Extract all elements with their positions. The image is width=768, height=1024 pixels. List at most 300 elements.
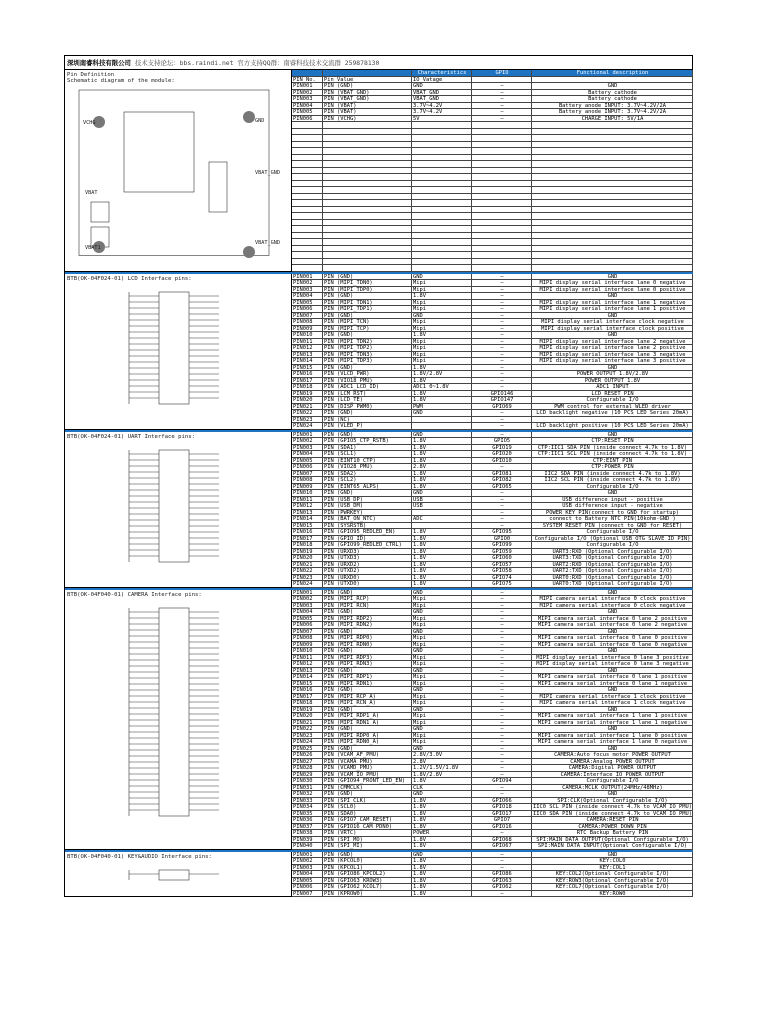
pin-value-cell: PIN (GND): [323, 746, 412, 753]
pin-no-cell: PIN017: [292, 694, 323, 701]
gpio-cell: GPIO58: [472, 568, 532, 575]
pin-no-cell: PIN006: [292, 306, 323, 313]
gpio-cell: –: [472, 752, 532, 759]
io-voltage-cell: 1.8V/2.8V: [412, 371, 472, 378]
pin-no-cell: PIN003: [292, 603, 323, 610]
description-cell: Battery anode INPUT: 3.7V~4.2V/2A: [532, 109, 693, 116]
io-voltage-cell: 1.8V: [412, 878, 472, 885]
pin-value-cell: PIN (VCAMA_PMU): [323, 759, 412, 766]
pin-value-cell: PIN (URXD0): [323, 575, 412, 582]
pin-no-cell: PIN009: [292, 642, 323, 649]
pin-no-cell: PIN008: [292, 477, 323, 484]
pin-value-cell: PIN (MIPI_RDP3): [323, 655, 412, 662]
io-voltage-cell: 1.8V: [412, 536, 472, 543]
description-cell: MIPI camera serial interface 0 lane 0 positive: [532, 635, 693, 642]
io-voltage-cell: GND: [412, 490, 472, 497]
description-cell: MIPI camera serial interface 0 lane 2 negative: [532, 622, 693, 629]
description-cell: MIPI display serial interface 0 lane 3 negative: [532, 661, 693, 668]
gpio-cell: –: [472, 109, 532, 116]
pin-no-cell: PIN013: [292, 510, 323, 517]
pin-no-cell: PIN017: [292, 536, 323, 543]
gpio-cell: –: [472, 852, 532, 859]
description-cell: GND: [532, 432, 693, 439]
gpio-cell: –: [472, 300, 532, 307]
io-voltage-cell: VBAT_GND: [412, 96, 472, 103]
pin-value-cell: PIN (GPIO5_CTP_RSTB): [323, 438, 412, 445]
description-cell: SYSTEM RESET PIN (connect to GND for RESET): [532, 523, 693, 530]
gpio-cell: –: [472, 378, 532, 385]
gpio-cell: [472, 265, 532, 272]
io-voltage-cell: GND: [412, 83, 472, 90]
gpio-cell: –: [472, 423, 532, 430]
module-label-vbat1: VBAT1: [85, 245, 101, 251]
io-voltage-cell: Mipi: [412, 300, 472, 307]
pin-value-cell: PIN (BAT_ON_NTC): [323, 516, 412, 523]
pin-value-cell: PIN (GND): [323, 83, 412, 90]
description-cell: PWM control for external WLED driver: [532, 404, 693, 411]
description-cell: LCD backlight positive (10 PCS LED Series 20mA): [532, 423, 693, 430]
pin-no-cell: PIN002: [292, 596, 323, 603]
description-cell: UART0:RXD (Optional Configurable I/O): [532, 575, 693, 582]
gpio-cell: –: [472, 616, 532, 623]
io-voltage-cell: 1.8V: [412, 891, 472, 898]
pin-value-cell: PIN (EINT10_CTP): [323, 458, 412, 465]
gpio-cell: –: [472, 358, 532, 365]
pin-no-cell: PIN028: [292, 765, 323, 772]
description-cell: SPI:MAIN DATA INPUT(Optional Configurable I/O): [532, 843, 693, 850]
pin-no-cell: PIN005: [292, 616, 323, 623]
io-voltage-cell: CLK: [412, 785, 472, 792]
pin-value-cell: PIN (LCD_TE): [323, 397, 412, 404]
gpio-cell: GPIO5: [472, 438, 532, 445]
io-voltage-cell: GND: [412, 668, 472, 675]
pin-no-cell: PIN002: [292, 858, 323, 865]
description-cell: UART2:RXD (Optional Configurable I/O): [532, 562, 693, 569]
gpio-cell: –: [472, 464, 532, 471]
pin-no-cell: PIN004: [292, 293, 323, 300]
gpio-cell: –: [472, 83, 532, 90]
io-voltage-cell: 1.8V: [412, 575, 472, 582]
pin-no-cell: PIN No.: [292, 77, 323, 84]
pin-no-cell: PIN020: [292, 713, 323, 720]
gpio-cell: –: [472, 694, 532, 701]
pin-value-cell: PIN (VBAT_GND): [323, 96, 412, 103]
description-cell: MIPI display serial interface 0 lane 3 positive: [532, 655, 693, 662]
gpio-cell: –: [472, 858, 532, 865]
pin-value-cell: PIN (VBAT): [323, 109, 412, 116]
pin-no-cell: PIN038: [292, 830, 323, 837]
camera-pin-table: [292, 590, 693, 850]
pin-value-cell: PIN (VBAT): [323, 103, 412, 110]
pin-no-cell: PIN004: [292, 871, 323, 878]
pin-no-cell: PIN006: [292, 116, 323, 123]
gpio-cell: –: [472, 596, 532, 603]
pin-no-cell: PIN014: [292, 674, 323, 681]
gpio-cell: –: [472, 332, 532, 339]
pin-no-cell: PIN016: [292, 371, 323, 378]
gpio-cell: –: [472, 510, 532, 517]
gpio-cell: –: [472, 739, 532, 746]
pin-value-cell: PIN (SPI_MI): [323, 843, 412, 850]
pin-no-cell: PIN003: [292, 96, 323, 103]
pin-value-cell: PIN (GND): [323, 332, 412, 339]
description-cell: MIPI camera serial interface 0 lane 1 positive: [532, 674, 693, 681]
uart-schematic: [69, 444, 289, 584]
io-voltage-cell: 3.7V~4.2V: [412, 109, 472, 116]
io-voltage-cell: [412, 265, 472, 272]
description-cell: MIPI camera serial interface 1 lane 1 positive: [532, 713, 693, 720]
gpio-cell: –: [472, 503, 532, 510]
gpio-cell: –: [472, 490, 532, 497]
description-cell: MIPI display serial interface lane 3 positive: [532, 358, 693, 365]
pin-value-cell: PIN (MIPI_TDN1): [323, 300, 412, 307]
pin-value-cell: PIN (MIPI_RCP): [323, 596, 412, 603]
pin-value-cell: PIN (VLED_P): [323, 423, 412, 430]
pin-value-cell: PIN (GPIO94_FRONT_LED_EN): [323, 778, 412, 785]
pin-no-cell: PIN016: [292, 529, 323, 536]
description-cell: KEY:COL2(Optional Configurable I/O): [532, 871, 693, 878]
pin-no-cell: PIN008: [292, 635, 323, 642]
description-cell: MIPI camera serial interface 1 clock negative: [532, 700, 693, 707]
io-voltage-cell: GND: [412, 726, 472, 733]
module-diagram-panel: [65, 70, 292, 272]
pin-no-cell: PIN004: [292, 103, 323, 110]
io-voltage-cell: 2.8V: [412, 759, 472, 766]
pin-no-cell: PIN004: [292, 451, 323, 458]
pin-no-cell: PIN001: [292, 83, 323, 90]
pin-value-cell: PIN (MIPI_RDP1_A): [323, 713, 412, 720]
pin-value-cell: PIN (EINT65_ALPS): [323, 484, 412, 491]
io-voltage-cell: 1.8V: [412, 438, 472, 445]
pin-no-cell: PIN005: [292, 458, 323, 465]
gpio-cell: –: [472, 352, 532, 359]
pin-no-cell: PIN036: [292, 817, 323, 824]
io-voltage-cell: 1.8V: [412, 484, 472, 491]
description-cell: UART2:TXD (Optional Configurable I/O): [532, 568, 693, 575]
description-cell: Battery cathode: [532, 90, 693, 97]
pin-value-cell: PIN (MIPI_RDN3): [323, 661, 412, 668]
gpio-cell: GPIO68: [472, 837, 532, 844]
gpio-cell: –: [472, 765, 532, 772]
io-voltage-cell: 2.8V: [412, 464, 472, 471]
description-cell: MIPI camera serial interface 0 clock positive: [532, 596, 693, 603]
pin-no-cell: PIN002: [292, 280, 323, 287]
pin-value-cell: PIN (MIPI_TDP2): [323, 345, 412, 352]
description-cell: POWER OUTPUT 1.8V: [532, 378, 693, 385]
lcd-schematic: [69, 286, 289, 426]
io-voltage-cell: 1.8V: [412, 451, 472, 458]
module-title: Schematic diagram of the module:: [67, 78, 175, 84]
io-voltage-cell: Mipi: [412, 319, 472, 326]
pin-no-cell: PIN019: [292, 707, 323, 714]
io-voltage-cell: Mipi: [412, 603, 472, 610]
description-cell: GND: [532, 332, 693, 339]
pin-no-cell: PIN037: [292, 824, 323, 831]
pin-no-cell: PIN021: [292, 720, 323, 727]
pin-value-cell: PIN (DISP_PWM0): [323, 404, 412, 411]
pin-value-cell: PIN (MIPI_TCN): [323, 319, 412, 326]
io-voltage-cell: VBAT_GND: [412, 90, 472, 97]
description-cell: UART0:TXD (Optional Configurable I/O): [532, 581, 693, 588]
io-voltage-cell: 1.2V/1.5V/1.8V: [412, 765, 472, 772]
pin-value-cell: PIN (MIPI_RDN0): [323, 642, 412, 649]
description-cell: GND: [532, 293, 693, 300]
description-cell: GND: [532, 648, 693, 655]
description-cell: KEY:COL1: [532, 865, 693, 872]
gpio-cell: –: [472, 865, 532, 872]
description-cell: MIPI display serial interface clock negative: [532, 319, 693, 326]
pin-value-cell: PIN (VBAT_GND): [323, 90, 412, 97]
pin-value-cell: PIN (VCAM_AF_PMU): [323, 752, 412, 759]
pin-value-cell: PIN (GPIO7_CAM_RESET): [323, 817, 412, 824]
io-voltage-cell: 2.8V/3.0V: [412, 752, 472, 759]
pin-no-cell: PIN040: [292, 843, 323, 850]
io-voltage-cell: ADC1 0~1.8V: [412, 384, 472, 391]
gpio-cell: GPIO66: [472, 798, 532, 805]
gpio-cell: GPIO95: [472, 529, 532, 536]
pin-value-cell: PIN (MIPI_RCN_A): [323, 700, 412, 707]
io-voltage-cell: GND: [412, 432, 472, 439]
description-cell: CAMERA:RESET PIN: [532, 817, 693, 824]
pin-value-cell: PIN (MIPI_TDP3): [323, 358, 412, 365]
gpio-cell: –: [472, 603, 532, 610]
gpio-cell: –: [472, 609, 532, 616]
pin-value-cell: PIN (GND): [323, 852, 412, 859]
pin-no-cell: PIN002: [292, 438, 323, 445]
io-voltage-cell: 1.8V: [412, 871, 472, 878]
pin-value-cell: PIN (URXD2): [323, 562, 412, 569]
pin-value-cell: PIN (VLCD_PWR): [323, 371, 412, 378]
pin-no-cell: PIN003: [292, 865, 323, 872]
camera-title: BTB(OK-04F040-01) CAMERA Interface pins:: [67, 591, 202, 598]
description-cell: Functional description: [532, 70, 693, 77]
gpio-cell: –: [472, 726, 532, 733]
description-cell: IIC0 SDA PIN (inside connect 4.7k to VCAM_IO_PMU): [532, 810, 692, 817]
uart-pin-table: [292, 432, 693, 588]
pin-no-cell: PIN022: [292, 726, 323, 733]
io-voltage-cell: IO Vatage: [412, 77, 472, 84]
pin-no-cell: PIN023: [292, 417, 323, 424]
gpio-cell: –: [472, 668, 532, 675]
description-cell: GND: [532, 687, 693, 694]
description-cell: POWER OUTPUT 1.8V/2.8V: [532, 371, 693, 378]
pin-value-cell: PIN (PWRKEY): [323, 510, 412, 517]
io-voltage-cell: Mipi: [412, 358, 472, 365]
description-cell: Configurable I/O: [532, 778, 693, 785]
io-voltage-cell: GND: [412, 746, 472, 753]
pin-no-cell: PIN025: [292, 746, 323, 753]
io-voltage-cell: GND: [412, 313, 472, 320]
io-voltage-cell: 1.8V: [412, 542, 472, 549]
io-voltage-cell: Mipi: [412, 326, 472, 333]
description-cell: GND: [532, 791, 693, 798]
pin-no-cell: PIN005: [292, 109, 323, 116]
description-cell: MIPI camera serial interface 0 lane 1 negative: [532, 681, 693, 688]
io-voltage-cell: USB: [412, 497, 472, 504]
gpio-cell: –: [472, 523, 532, 530]
pin-no-cell: PIN004: [292, 609, 323, 616]
pin-no-cell: PIN016: [292, 687, 323, 694]
io-voltage-cell: 1.8V: [412, 471, 472, 478]
description-cell: MIPI display serial interface lane 2 negative: [532, 339, 693, 346]
pin-no-cell: PIN027: [292, 759, 323, 766]
io-voltage-cell: 1.8V: [412, 378, 472, 385]
description-cell: LCD backlight negative (10 PCS LED Series 20mA): [532, 410, 693, 417]
pin-value-cell: PIN (ADC1_LCD_ID): [323, 384, 412, 391]
lcd-pin-table: [292, 274, 693, 430]
pin-value-cell: PIN (GND): [323, 791, 412, 798]
module-label-vchg: VCHG: [83, 120, 96, 126]
io-voltage-cell: 1.8V: [412, 332, 472, 339]
io-voltage-cell: Mipi: [412, 596, 472, 603]
gpio-cell: –: [472, 319, 532, 326]
pin-no-cell: PIN021: [292, 562, 323, 569]
io-voltage-cell: GND: [412, 609, 472, 616]
description-cell: MIPI camera serial interface 1 clock positive: [532, 694, 693, 701]
io-voltage-cell: 1.8V: [412, 837, 472, 844]
pin-value-cell: PIN (GND): [323, 274, 412, 281]
pin-no-cell: PIN039: [292, 837, 323, 844]
io-voltage-cell: POWER: [412, 830, 472, 837]
gpio-cell: GPIO20: [472, 451, 532, 458]
pin-value-cell: PIN (GPIO99_REDLED_CTRL): [323, 542, 412, 549]
gpio-cell: –: [472, 733, 532, 740]
gpio-cell: GPIO74: [472, 575, 532, 582]
pin-value-cell: PIN (GND): [323, 490, 412, 497]
pin-no-cell: PIN010: [292, 332, 323, 339]
description-cell: MIPI display serial interface clock positive: [532, 326, 693, 333]
description-cell: GND: [532, 365, 693, 372]
io-voltage-cell: 1.8V: [412, 397, 472, 404]
pin-no-cell: PIN020: [292, 555, 323, 562]
io-voltage-cell: Mipi: [412, 280, 472, 287]
pin-value-cell: PIN (MIPI_RDP2): [323, 616, 412, 623]
io-voltage-cell: 5V: [412, 116, 472, 123]
io-voltage-cell: 1.8V: [412, 562, 472, 569]
gpio-cell: –: [472, 720, 532, 727]
document-header: [65, 56, 693, 70]
module-label-gnd: GND: [255, 118, 265, 124]
pin-no-cell: PIN015: [292, 523, 323, 530]
io-voltage-cell: 1.8V: [412, 858, 472, 865]
description-cell: GND: [532, 83, 693, 90]
module-section: [65, 70, 693, 272]
pin-value-cell: PIN (GND): [323, 365, 412, 372]
pin-no-cell: PIN014: [292, 358, 323, 365]
gpio-cell: –: [472, 746, 532, 753]
pin-no-cell: PIN031: [292, 785, 323, 792]
gpio-cell: –: [472, 759, 532, 766]
pin-value-cell: PIN (GND): [323, 668, 412, 675]
gpio-cell: GPIO18: [472, 804, 532, 811]
gpio-cell: GPIO60: [472, 555, 532, 562]
gpio-cell: GPIO57: [472, 562, 532, 569]
key-schematic: [69, 864, 289, 894]
lcd-diagram-panel: [65, 274, 292, 430]
pin-value-cell: PIN (GND): [323, 726, 412, 733]
description-cell: CAMERA:MCLK OUTPUT(24MHz/48MHz): [532, 785, 693, 792]
pin-value-cell: PIN (KPCOL1): [323, 865, 412, 872]
gpio-cell: GPIO7: [472, 817, 532, 824]
io-voltage-cell: 1.8V: [412, 391, 472, 398]
description-cell: Configurable I/O (Optional USB OTG SLAVE ID PIN): [532, 536, 693, 543]
module-label-vbat-gnd2: VBAT_GND: [255, 240, 280, 246]
description-cell: KEY:ROW3(Optional Configurable I/O): [532, 878, 693, 885]
sections: [65, 70, 693, 897]
pin-value-cell: PIN (GPIO62_KCOL7): [323, 884, 412, 891]
gpio-cell: –: [472, 384, 532, 391]
gpio-cell: –: [472, 707, 532, 714]
description-cell: RTC Backup Battery PIN: [532, 830, 693, 837]
description-cell: GND: [532, 609, 693, 616]
io-voltage-cell: Mipi: [412, 635, 472, 642]
io-voltage-cell: 1.8V: [412, 477, 472, 484]
gpio-cell: –: [472, 313, 532, 320]
pin-value-cell: PIN (MIPI_TDN2): [323, 339, 412, 346]
pin-value-cell: Pin Value: [323, 77, 412, 84]
pin-value-cell: PIN (GND): [323, 590, 412, 597]
io-voltage-cell: Mipi: [412, 345, 472, 352]
pin-value-cell: PIN (GND): [323, 648, 412, 655]
description-cell: GND: [532, 490, 693, 497]
io-voltage-cell: 1.8V: [412, 568, 472, 575]
pin-no-cell: PIN010: [292, 490, 323, 497]
io-voltage-cell: GND: [412, 590, 472, 597]
description-cell: USB difference input - negative: [532, 503, 693, 510]
pin-value-cell: PIN (VIO28_PMU): [323, 464, 412, 471]
pin-no-cell: PIN014: [292, 516, 323, 523]
pin-value-cell: PIN (MIPI_RDN1_A): [323, 720, 412, 727]
camera-section: [65, 588, 693, 850]
support-info: 技术支持论坛：bbs.raindi.net 官方支持QQ群：南睿科技技术交流群 259878130: [134, 59, 380, 67]
pin-value-cell: PIN (GND): [323, 629, 412, 636]
description-cell: CAMERA:POWER DOWN PIN: [532, 824, 693, 831]
io-voltage-cell: 1.8V: [412, 529, 472, 536]
io-voltage-cell: 1.8V: [412, 865, 472, 872]
pin-no-cell: PIN018: [292, 384, 323, 391]
io-voltage-cell: 1.8V: [412, 581, 472, 588]
gpio-cell: –: [472, 274, 532, 281]
pin-no-cell: PIN012: [292, 503, 323, 510]
io-voltage-cell: GND: [412, 852, 472, 859]
pin-value-cell: PIN (KPROW0): [323, 891, 412, 898]
pin-no-cell: PIN034: [292, 804, 323, 811]
pin-no-cell: PIN029: [292, 772, 323, 779]
pin-value-cell: PIN (GND): [323, 609, 412, 616]
pin-value-cell: PIN (MIPI_RDN0_A): [323, 739, 412, 746]
pin-no-cell: PIN011: [292, 655, 323, 662]
pin-value-cell: PIN (MIPI_RDN2): [323, 622, 412, 629]
pin-value-cell: PIN (GPIO86_KPCOL2): [323, 871, 412, 878]
pin-value-cell: PIN (GND): [323, 313, 412, 320]
pin-value-cell: PIN (NC): [323, 417, 412, 424]
description-cell: GND: [532, 726, 693, 733]
description-cell: Configurable I/O: [532, 542, 693, 549]
pin-no-cell: PIN023: [292, 733, 323, 740]
gpio-cell: GPIO17: [472, 811, 532, 818]
pin-no-cell: PIN013: [292, 352, 323, 359]
module-pin-table: [292, 70, 693, 272]
description-cell: MIPI camera serial interface 1 lane 1 negative: [532, 720, 693, 727]
pin-no-cell: PIN032: [292, 791, 323, 798]
gpio-cell: GPIO69: [472, 404, 532, 411]
gpio-cell: –: [472, 713, 532, 720]
pin-value-cell: PIN (GND): [323, 293, 412, 300]
description-cell: IIC0 SCL PIN (inside connect 4.7k to VCAM_IO_PMU): [532, 804, 692, 810]
io-voltage-cell: 1.8V: [412, 555, 472, 562]
table-row: [292, 891, 693, 898]
pin-value-cell: PIN (MIPI_TDN3): [323, 352, 412, 359]
